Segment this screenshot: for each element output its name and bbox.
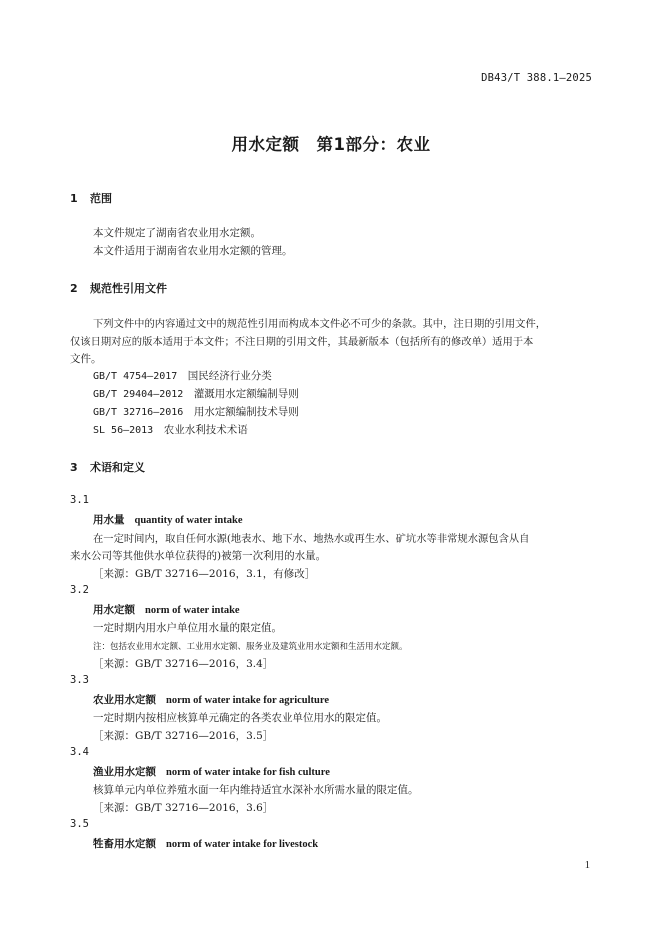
reference-code: SL 56—2013: [93, 425, 154, 436]
section-title: 规范性引用文件: [90, 282, 167, 295]
term-number: 3.5: [70, 818, 89, 830]
term-en: norm of water intake for livestock: [166, 839, 319, 850]
section-number: 2: [70, 282, 78, 295]
reference-name: 国民经济行业分类: [187, 370, 272, 382]
reference-name: 用水定额编制技术导则: [193, 406, 299, 418]
term-heading: [93, 836, 318, 851]
paragraph-line: 仅该日期对应的版本适用于本文件；不注日期的引用文件，其最新版本（包括所有的修改单）适用于本: [70, 336, 534, 348]
term-number: 3.4: [70, 746, 89, 758]
term-source: ［来源：GB/T 32716—2016，3.4］: [93, 658, 274, 670]
term-note: 注：包括农业用水定额、工业用水定额、服务业及建筑业用水定额和生活用水定额。: [93, 642, 408, 652]
section-number: 3: [70, 461, 78, 474]
term-source: ［来源：GB/T 32716—2016，3.5］: [93, 730, 274, 742]
section-1-heading: [70, 190, 112, 206]
term-number: 3.2: [70, 584, 89, 596]
page-number: 1: [584, 860, 590, 871]
definition-line: 核算单元内单位养殖水面一年内维持适宜水深补水所需水量的限定值。: [93, 784, 419, 796]
term-heading: [93, 512, 243, 527]
section-title: 范围: [90, 192, 112, 205]
term-heading: [93, 764, 330, 779]
reference-code: GB/T 32716—2016: [93, 407, 184, 418]
definition-line: 一定时期内用水户单位用水量的限定值。: [93, 622, 282, 634]
paragraph: 本文件规定了湖南省农业用水定额。: [93, 227, 261, 239]
section-number: 1: [70, 192, 78, 205]
term-heading: [93, 602, 240, 617]
document-number: DB43/T 388.1—2025: [481, 72, 592, 84]
paragraph: 本文件适用于湖南省农业用水定额的管理。: [93, 245, 293, 257]
section-2-heading: [70, 280, 167, 296]
reference-name: 农业水利技术术语: [163, 424, 248, 436]
term-zh: 牲畜用水定额: [93, 838, 156, 850]
term-zh: 用水定额: [93, 604, 135, 616]
document-title: 用水定额 第1部分：农业: [231, 135, 431, 154]
definition-line: 在一定时间内，取自任何水源(地表水、地下水、地热水或再生水、矿坑水等非常规水源包含从自: [93, 533, 530, 545]
section-title: 术语和定义: [90, 461, 145, 474]
term-en: norm of water intake for agriculture: [166, 695, 330, 706]
reference-item: [93, 386, 299, 401]
section-3-heading: [70, 459, 145, 475]
paragraph-line: 下列文件中的内容通过文中的规范性引用而构成本文件必不可少的条款。其中，注日期的引用文件，: [93, 318, 547, 330]
term-en: norm of water intake: [145, 605, 240, 616]
paragraph-line: 文件。: [70, 353, 102, 365]
term-zh: 渔业用水定额: [93, 766, 156, 778]
term-en: norm of water intake for fish culture: [166, 767, 330, 778]
term-zh: 用水量: [93, 514, 125, 526]
term-heading: [93, 692, 329, 707]
term-en: quantity of water intake: [134, 515, 243, 526]
term-number: 3.3: [70, 674, 89, 686]
term-number: 3.1: [70, 494, 89, 506]
reference-code: GB/T 4754—2017: [93, 371, 178, 382]
reference-item: [93, 368, 272, 383]
reference-name: 灌溉用水定额编制导则: [193, 388, 299, 400]
reference-code: GB/T 29404—2012: [93, 389, 184, 400]
reference-item: [93, 404, 299, 419]
term-source: ［来源：GB/T 32716—2016，3.1，有修改］: [93, 568, 316, 580]
definition-line: 一定时期内按相应核算单元确定的各类农业单位用水的限定值。: [93, 712, 387, 724]
reference-item: [93, 422, 248, 437]
term-zh: 农业用水定额: [93, 694, 156, 706]
definition-line: 来水公司等其他供水单位获得的)被第一次利用的水量。: [70, 550, 327, 562]
term-source: ［来源：GB/T 32716—2016，3.6］: [93, 802, 274, 814]
